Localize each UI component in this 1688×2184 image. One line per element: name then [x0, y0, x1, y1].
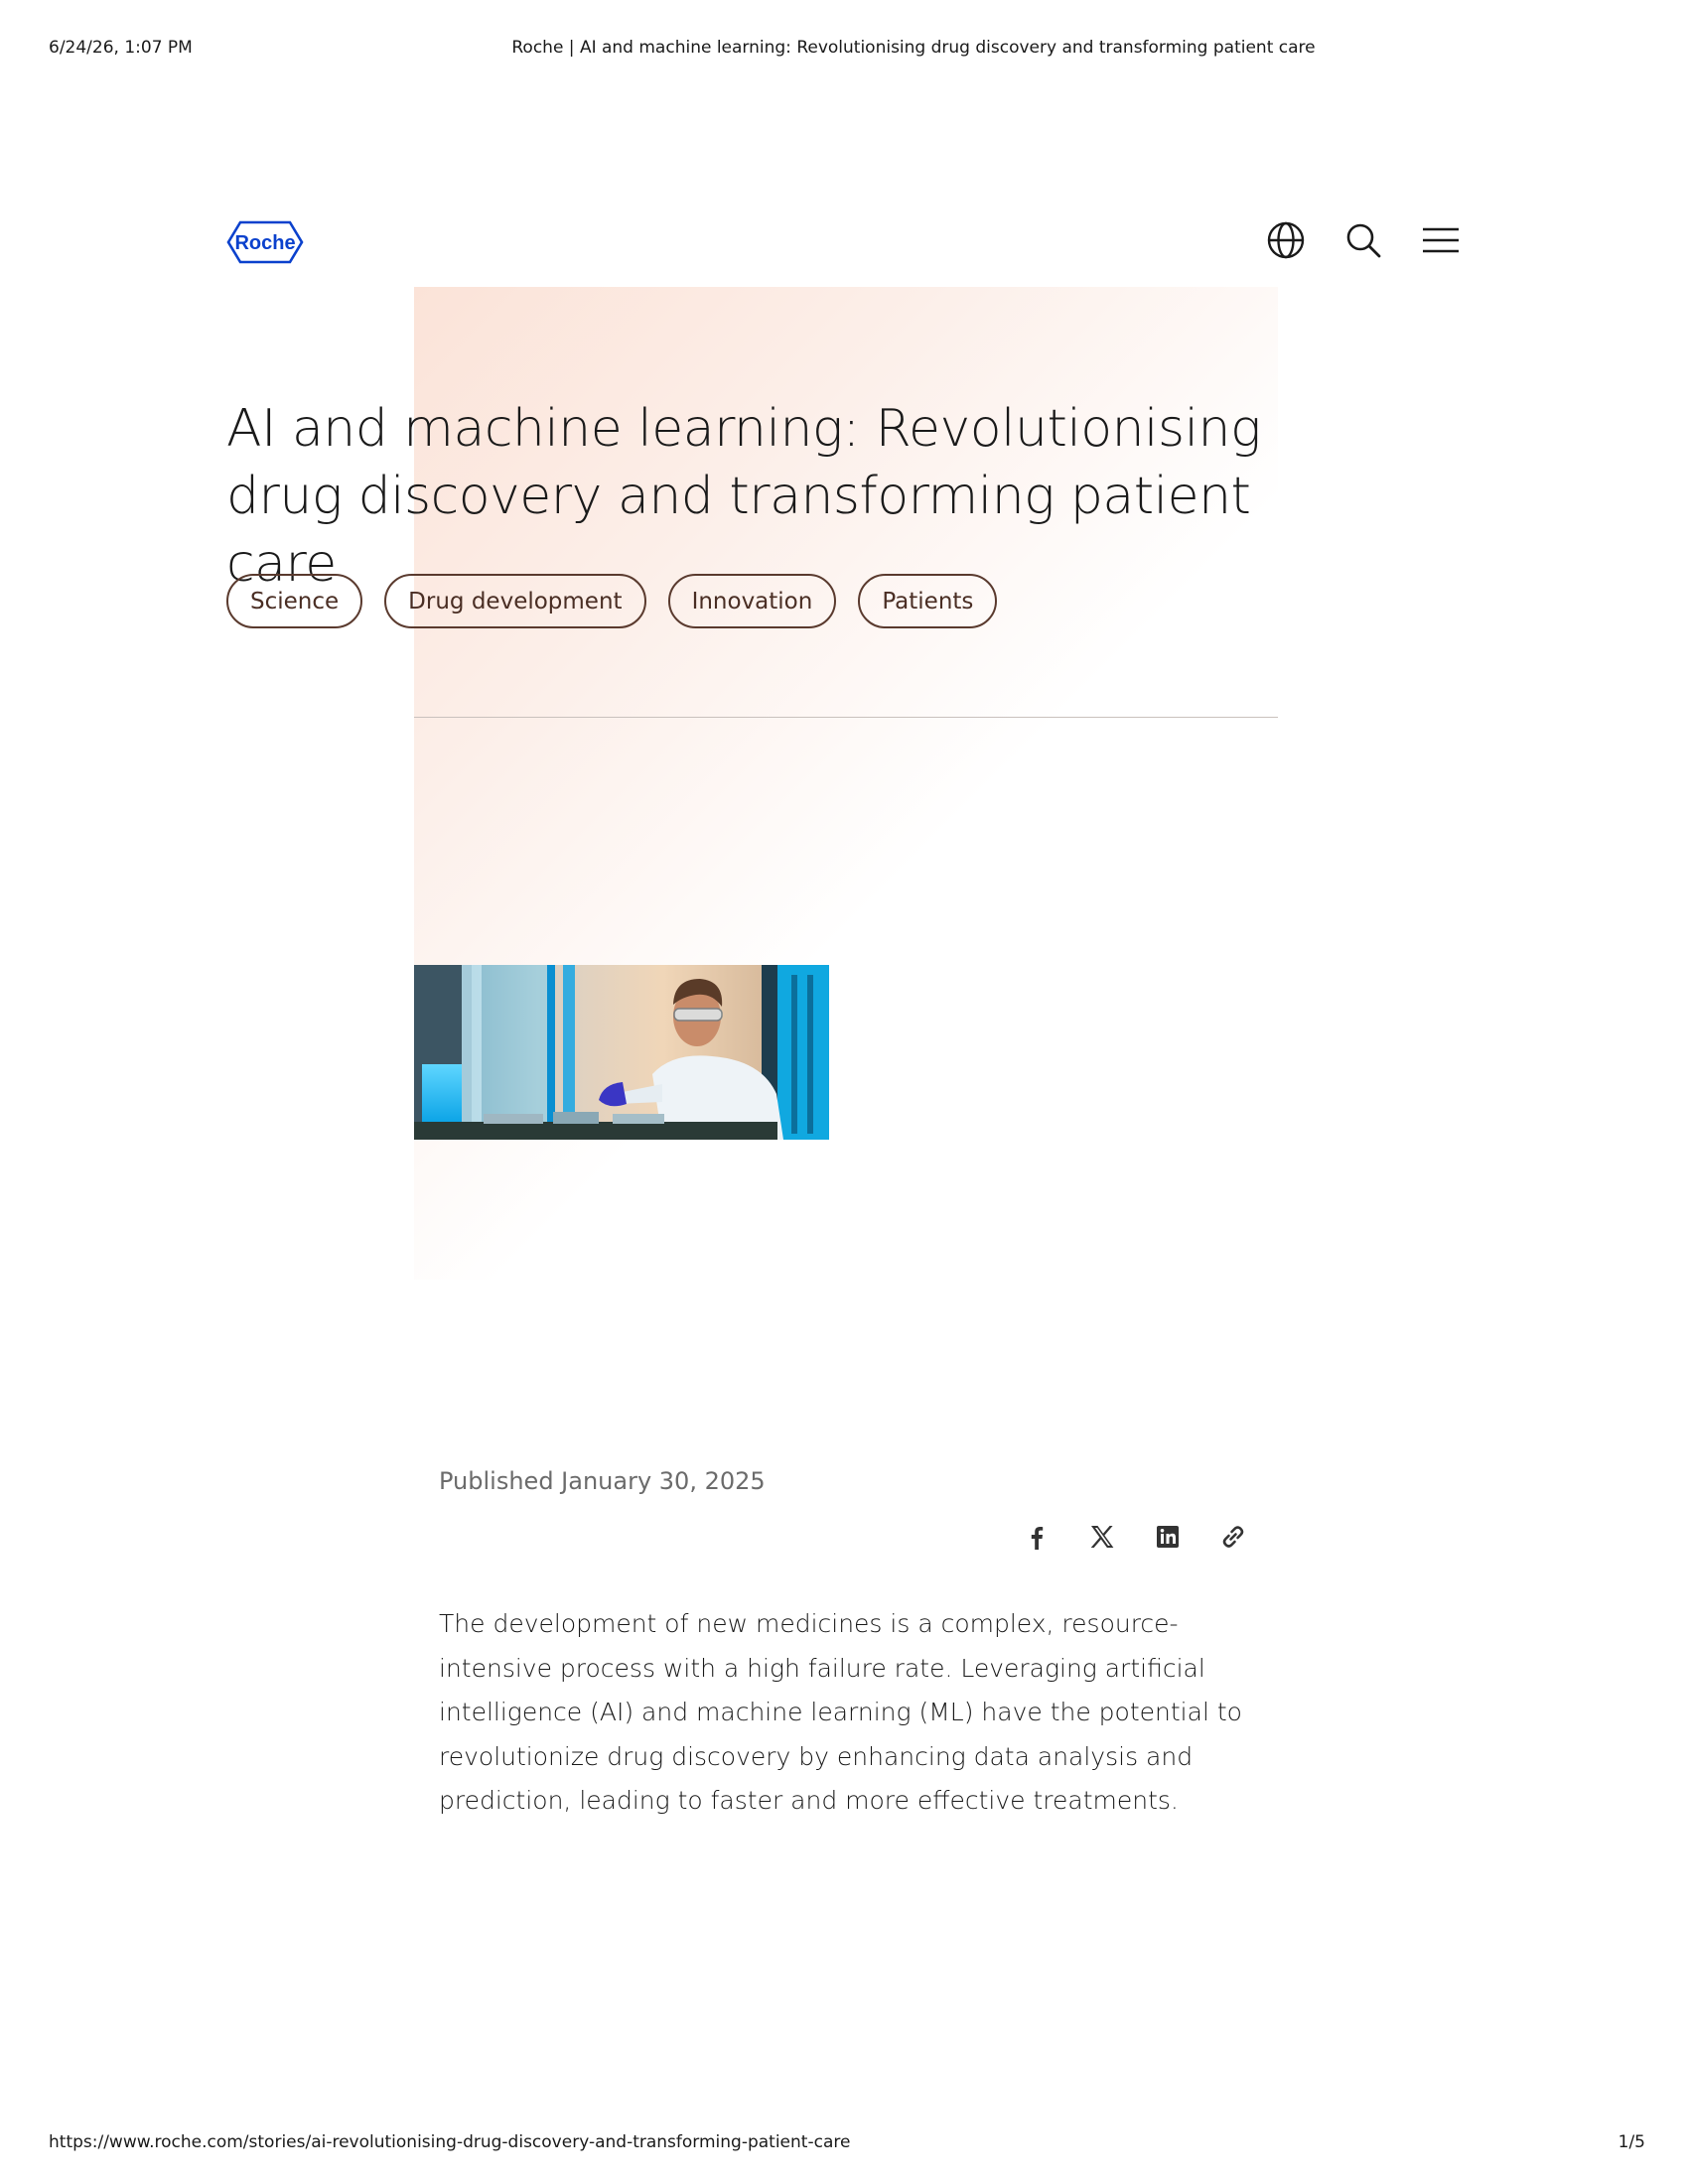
globe-icon	[1266, 220, 1306, 260]
language-button[interactable]	[1266, 220, 1306, 260]
page-title: AI and machine learning: Revolutionising drug discovery and transforming patient care	[226, 399, 1261, 594]
search-icon	[1343, 220, 1383, 260]
lab-scientist-image	[414, 965, 829, 1140]
menu-icon	[1421, 220, 1461, 260]
hero-divider	[414, 717, 1278, 718]
print-title: Roche | AI and machine learning: Revolutionising drug discovery and transforming patient care	[511, 38, 1316, 58]
linkedin-icon	[1154, 1523, 1182, 1551]
share-bar	[1021, 1521, 1249, 1553]
menu-button[interactable]	[1421, 220, 1461, 260]
roche-logo[interactable]	[226, 220, 304, 264]
share-linkedin-button[interactable]	[1152, 1521, 1184, 1553]
x-icon	[1088, 1523, 1116, 1551]
header-actions	[1266, 220, 1461, 260]
tag-patients[interactable]: Patients	[858, 574, 997, 628]
print-date: 6/24/26, 1:07 PM	[49, 38, 193, 58]
logo-text: Roche	[234, 232, 296, 254]
copy-link-button[interactable]	[1217, 1521, 1249, 1553]
tag-innovation[interactable]: Innovation	[668, 574, 837, 628]
print-page-number: 1/5	[1618, 2132, 1645, 2152]
share-x-button[interactable]	[1086, 1521, 1118, 1553]
link-icon	[1218, 1522, 1248, 1552]
article-intro: The development of new medicines is a complex, resource-intensive process with a high failure rate. Leveraging artificial intelligence (AI) and machine learning (ML) have the potential to revolutionize drug discovery by enhancing data analysis and prediction, leading to faster and more effective treatments.	[439, 1609, 1242, 1815]
hero-image	[414, 965, 829, 1140]
search-button[interactable]	[1343, 220, 1383, 260]
share-facebook-button[interactable]	[1021, 1521, 1053, 1553]
published-date: Published January 30, 2025	[439, 1467, 766, 1495]
tag-list	[226, 574, 997, 628]
roche-logo-icon	[226, 220, 304, 264]
print-url: https://www.roche.com/stories/ai-revolutionising-drug-discovery-and-transforming-patient-care	[49, 2132, 851, 2152]
tag-science[interactable]: Science	[226, 574, 362, 628]
facebook-icon	[1023, 1523, 1051, 1551]
tag-drug-development[interactable]: Drug development	[384, 574, 645, 628]
